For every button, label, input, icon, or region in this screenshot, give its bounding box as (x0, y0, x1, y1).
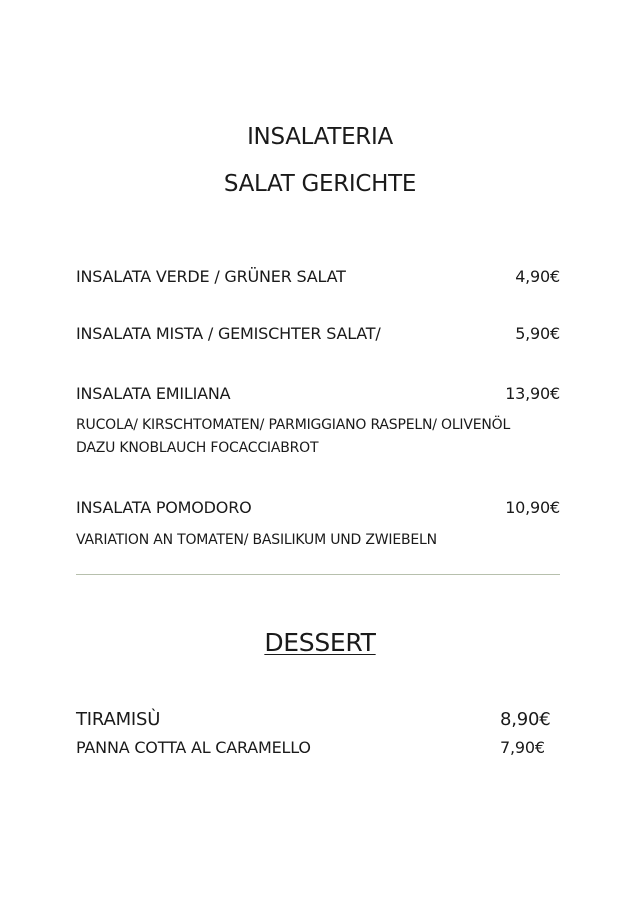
item-price: 4,90€ (515, 267, 560, 286)
item-description: RUCOLA/ KIRSCHTOMATEN/ PARMIGGIANO RASPELN/ OLIVENÖL (76, 417, 511, 433)
section-divider (76, 574, 560, 575)
item-name: PANNA COTTA AL CARAMELLO (76, 738, 311, 757)
item-price: 8,90€ (500, 709, 551, 730)
section-title-insalateria: INSALATERIA (247, 124, 393, 150)
item-description: VARIATION AN TOMATEN/ BASILIKUM UND ZWIEBELN (76, 532, 437, 548)
item-name: INSALATA POMODORO (76, 498, 252, 517)
item-price: 13,90€ (505, 384, 560, 403)
item-price: 5,90€ (515, 324, 560, 343)
item-name: INSALATA VERDE / GRÜNER SALAT (76, 267, 346, 286)
item-name: INSALATA MISTA / GEMISCHTER SALAT/ (76, 324, 381, 343)
item-price: 7,90€ (500, 738, 545, 757)
section-title-dessert (0, 628, 640, 657)
item-name: INSALATA EMILIANA (76, 384, 231, 403)
section-subtitle-salat-gerichte: SALAT GERICHTE (223, 171, 417, 197)
dessert-title-text: DESSERT (264, 628, 376, 657)
item-name: TIRAMISÙ (76, 709, 161, 730)
item-description: DAZU KNOBLAUCH FOCACCIABROT (76, 440, 319, 456)
item-price: 10,90€ (505, 498, 560, 517)
